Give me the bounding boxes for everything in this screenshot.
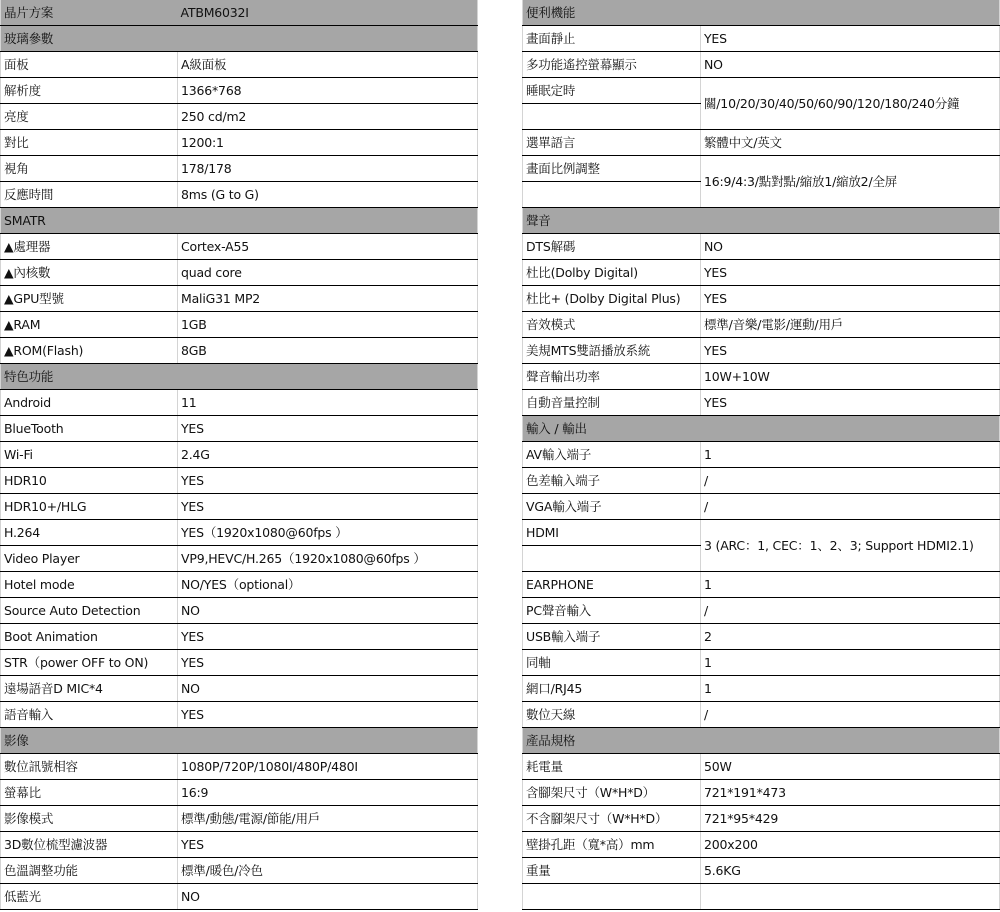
section-header-row <box>1 0 478 26</box>
spec-label: ▲GPU型號 <box>1 286 178 312</box>
spec-row <box>1 832 478 858</box>
spec-value: NO <box>178 598 478 624</box>
spec-row <box>523 312 1000 338</box>
spec-value: 標準/動態/電源/節能/用戶 <box>178 806 478 832</box>
spec-label: 視角 <box>1 156 178 182</box>
spec-value: 8GB <box>178 338 478 364</box>
spec-value: 1GB <box>178 312 478 338</box>
spec-row <box>1 624 478 650</box>
spec-label: 聲音輸出功率 <box>523 364 701 390</box>
spec-label: 自動音量控制 <box>523 390 701 416</box>
spec-label: 耗電量 <box>523 754 701 780</box>
spec-row <box>1 338 478 364</box>
spec-label: 杜比+ (Dolby Digital Plus) <box>523 286 701 312</box>
spec-label: ▲ROM(Flash) <box>1 338 178 364</box>
spec-value: YES <box>178 650 478 676</box>
spec-row <box>1 390 478 416</box>
spec-row <box>523 338 1000 364</box>
spec-value: / <box>701 598 1000 624</box>
spec-label: HDR10+/HLG <box>1 494 178 520</box>
spec-label: 同軸 <box>523 650 701 676</box>
spec-label: Wi-Fi <box>1 442 178 468</box>
spec-value: 標準/暖色/冷色 <box>178 858 478 884</box>
section-value <box>178 728 478 754</box>
section-header-row <box>1 208 478 234</box>
spec-label: EARPHONE <box>523 572 701 598</box>
spec-value: 1200:1 <box>178 130 478 156</box>
section-value <box>701 208 1000 234</box>
spec-value: YES <box>701 338 1000 364</box>
spec-label: 睡眠定時 <box>523 78 701 104</box>
spec-value: 16:9 <box>178 780 478 806</box>
spec-row <box>523 598 1000 624</box>
spec-row <box>523 832 1000 858</box>
spec-label: 選單語言 <box>523 130 701 156</box>
spec-value: YES <box>701 260 1000 286</box>
spec-label: STR（power OFF to ON) <box>1 650 178 676</box>
spec-row <box>523 130 1000 156</box>
spec-label: 數位訊號相容 <box>1 754 178 780</box>
spec-label: ▲處理器 <box>1 234 178 260</box>
spec-row <box>1 806 478 832</box>
spec-value: YES <box>178 702 478 728</box>
spec-row <box>523 468 1000 494</box>
spec-label: VGA輸入端子 <box>523 494 701 520</box>
spec-value: 721*191*473 <box>701 780 1000 806</box>
spec-value: 178/178 <box>178 156 478 182</box>
spec-row <box>1 884 478 910</box>
spec-value: 3 (ARC：1, CEC：1、2、3; Support HDMI2.1) <box>701 520 1000 572</box>
spec-value: 10W+10W <box>701 364 1000 390</box>
spec-row <box>1 130 478 156</box>
spec-value: YES <box>701 286 1000 312</box>
spec-value: VP9,HEVC/H.265（1920x1080@60fps ） <box>178 546 478 572</box>
spec-label: 音效模式 <box>523 312 701 338</box>
section-value <box>178 364 478 390</box>
spec-row <box>523 78 1000 104</box>
spec-value: / <box>701 702 1000 728</box>
section-value <box>178 26 478 52</box>
spec-row <box>1 598 478 624</box>
spec-row <box>1 286 478 312</box>
spec-row <box>1 182 478 208</box>
spec-value: / <box>701 468 1000 494</box>
spec-row <box>523 650 1000 676</box>
spec-value: 關/10/20/30/40/50/60/90/120/180/240分鐘 <box>701 78 1000 130</box>
right-spec-table-body <box>523 0 1000 910</box>
spec-value: 1 <box>701 650 1000 676</box>
spec-label: 杜比(Dolby Digital) <box>523 260 701 286</box>
spec-row <box>1 676 478 702</box>
spec-label: ▲RAM <box>1 312 178 338</box>
spec-row <box>523 52 1000 78</box>
spec-value: 250 cd/m2 <box>178 104 478 130</box>
spec-row <box>523 806 1000 832</box>
spec-label: 對比 <box>1 130 178 156</box>
spec-value: / <box>701 494 1000 520</box>
section-title: 特色功能 <box>1 364 178 390</box>
spec-value: YES（1920x1080@60fps ） <box>178 520 478 546</box>
spec-label: HDMI <box>523 520 701 546</box>
spec-label: HDR10 <box>1 468 178 494</box>
spec-row <box>523 858 1000 884</box>
spec-label: USB輸入端子 <box>523 624 701 650</box>
section-title: 便利機能 <box>523 0 701 26</box>
spec-value: quad core <box>178 260 478 286</box>
spec-row <box>523 494 1000 520</box>
section-title: 輸入 / 輸出 <box>523 416 701 442</box>
spec-value: 1 <box>701 676 1000 702</box>
spec-label: 遠場語音D MIC*4 <box>1 676 178 702</box>
spec-value: 標準/音樂/電影/運動/用戶 <box>701 312 1000 338</box>
spec-label: Hotel mode <box>1 572 178 598</box>
spec-value: YES <box>178 494 478 520</box>
section-header-row <box>1 364 478 390</box>
spec-row <box>523 286 1000 312</box>
spec-value: 1366*768 <box>178 78 478 104</box>
spec-label: 不含腳架尺寸（W*H*D） <box>523 806 701 832</box>
section-header-row <box>1 26 478 52</box>
spec-label: DTS解碼 <box>523 234 701 260</box>
spec-row <box>523 26 1000 52</box>
spec-label: ▲內核數 <box>1 260 178 286</box>
left-spec-table-body <box>1 0 478 910</box>
spec-label: 網口/RJ45 <box>523 676 701 702</box>
right-spec-table <box>522 0 1000 910</box>
spec-label: Source Auto Detection <box>1 598 178 624</box>
section-title: SMATR <box>1 208 178 234</box>
spec-label: Boot Animation <box>1 624 178 650</box>
spec-value: YES <box>178 468 478 494</box>
spec-value: YES <box>701 390 1000 416</box>
spec-label: Video Player <box>1 546 178 572</box>
spec-row <box>1 754 478 780</box>
spec-row <box>1 494 478 520</box>
section-title: 玻璃參數 <box>1 26 178 52</box>
spec-label: H.264 <box>1 520 178 546</box>
section-value <box>701 728 1000 754</box>
section-value <box>178 208 478 234</box>
spec-row <box>523 442 1000 468</box>
spec-value: A級面板 <box>178 52 478 78</box>
section-header-row <box>523 208 1000 234</box>
spec-value: YES <box>178 832 478 858</box>
spec-row <box>1 234 478 260</box>
spec-row <box>1 572 478 598</box>
spec-value <box>701 884 1000 910</box>
spec-label: 數位天線 <box>523 702 701 728</box>
spec-row <box>1 702 478 728</box>
section-header-row <box>523 416 1000 442</box>
spec-row <box>523 624 1000 650</box>
section-title: 聲音 <box>523 208 701 234</box>
spec-label: 語音輸入 <box>1 702 178 728</box>
spec-value: 200x200 <box>701 832 1000 858</box>
section-title: 產品規格 <box>523 728 701 754</box>
spec-label: 色差輸入端子 <box>523 468 701 494</box>
spec-label: 螢幕比 <box>1 780 178 806</box>
spec-row <box>1 442 478 468</box>
spec-value: 1 <box>701 442 1000 468</box>
spec-label: 畫面靜止 <box>523 26 701 52</box>
section-title: 影像 <box>1 728 178 754</box>
spec-row <box>523 260 1000 286</box>
spec-label: 美規MTS雙語播放系統 <box>523 338 701 364</box>
spec-row <box>1 52 478 78</box>
spec-row <box>1 312 478 338</box>
spec-row <box>523 390 1000 416</box>
spec-row <box>523 572 1000 598</box>
spec-label: 畫面比例調整 <box>523 156 701 182</box>
left-spec-table <box>0 0 478 910</box>
spec-label: 低藍光 <box>1 884 178 910</box>
spec-value: NO/YES（optional） <box>178 572 478 598</box>
spec-value: NO <box>701 52 1000 78</box>
spec-row <box>1 520 478 546</box>
spec-value: NO <box>701 234 1000 260</box>
spec-row <box>1 650 478 676</box>
spec-label: 解析度 <box>1 78 178 104</box>
spec-row <box>523 156 1000 182</box>
spec-row <box>1 468 478 494</box>
spec-label <box>523 884 701 910</box>
section-value <box>701 0 1000 26</box>
spec-value: 2 <box>701 624 1000 650</box>
spec-value: 1080P/720P/1080I/480P/480I <box>178 754 478 780</box>
section-header-row <box>523 728 1000 754</box>
spec-value: 2.4G <box>178 442 478 468</box>
spec-label: 重量 <box>523 858 701 884</box>
spec-row <box>1 78 478 104</box>
spec-label: 3D數位梳型濾波器 <box>1 832 178 858</box>
spec-value: YES <box>701 26 1000 52</box>
section-header-row <box>523 0 1000 26</box>
spec-label: 色溫調整功能 <box>1 858 178 884</box>
spec-row <box>1 780 478 806</box>
spec-value: NO <box>178 676 478 702</box>
section-title: 晶片方案 <box>1 0 178 26</box>
spec-label: 面板 <box>1 52 178 78</box>
spec-value: 11 <box>178 390 478 416</box>
spec-label: PC聲音輸入 <box>523 598 701 624</box>
spec-label-empty <box>523 546 701 572</box>
spec-label-empty <box>523 182 701 208</box>
spec-value: 50W <box>701 754 1000 780</box>
spec-row <box>523 754 1000 780</box>
spec-row <box>1 104 478 130</box>
spec-label: 壁掛孔距（寬*高）mm <box>523 832 701 858</box>
spec-value: YES <box>178 416 478 442</box>
spec-row <box>523 234 1000 260</box>
spec-row <box>523 676 1000 702</box>
spec-value: 繁體中文/英文 <box>701 130 1000 156</box>
spec-label: Android <box>1 390 178 416</box>
section-value: ATBM6032I <box>178 0 478 26</box>
spec-row <box>1 416 478 442</box>
spec-label: 亮度 <box>1 104 178 130</box>
spec-row <box>1 546 478 572</box>
spec-row <box>1 858 478 884</box>
spec-value: NO <box>178 884 478 910</box>
spec-label-empty <box>523 104 701 130</box>
spec-row <box>1 260 478 286</box>
spec-value: 16:9/4:3/點對點/縮放1/縮放2/全屏 <box>701 156 1000 208</box>
spec-row <box>523 884 1000 910</box>
spec-value: YES <box>178 624 478 650</box>
spec-row <box>523 520 1000 546</box>
section-value <box>701 416 1000 442</box>
spec-label: BlueTooth <box>1 416 178 442</box>
spec-value: 8ms (G to G) <box>178 182 478 208</box>
spec-row <box>523 702 1000 728</box>
spec-row <box>1 156 478 182</box>
spec-value: MaliG31 MP2 <box>178 286 478 312</box>
spec-row <box>523 780 1000 806</box>
spec-value: 5.6KG <box>701 858 1000 884</box>
spec-value: 1 <box>701 572 1000 598</box>
spec-label: 影像模式 <box>1 806 178 832</box>
spec-label: AV輸入端子 <box>523 442 701 468</box>
spec-value: 721*95*429 <box>701 806 1000 832</box>
section-header-row <box>1 728 478 754</box>
spec-label: 含腳架尺寸（W*H*D） <box>523 780 701 806</box>
spec-label: 多功能遙控螢幕顯示 <box>523 52 701 78</box>
spec-row <box>523 364 1000 390</box>
spec-label: 反應時間 <box>1 182 178 208</box>
spec-value: Cortex-A55 <box>178 234 478 260</box>
